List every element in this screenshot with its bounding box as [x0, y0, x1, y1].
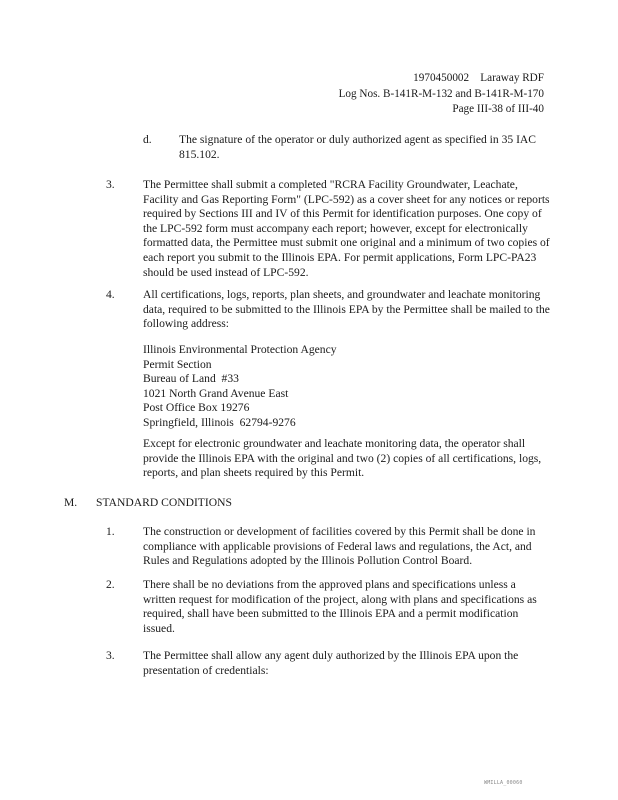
m-item-3-text: The Permittee shall allow any agent duly authorized by the Illinois EPA upon the presentation of credentials: [143, 649, 519, 677]
item-d-text-block [179, 133, 551, 162]
address-line-bureau: Bureau of Land #33 [143, 372, 239, 386]
m-item-2-label: 2. [106, 578, 115, 591]
log-numbers-line: Log Nos. B-141R-M-132 and B-141R-M-170 [338, 87, 544, 100]
m-item-1-text: The construction or development of facilities covered by this Permit shall be done in compliance with applicable provisions of Federal laws and regulations, the Act, and Rules and Regulations adopted by the Illinois Pollution Control Board. [143, 525, 536, 568]
m-item-1-text-block [143, 525, 551, 569]
item-4-closing-block [143, 437, 551, 481]
item-4-closing-text: Except for electronic groundwater and leachate monitoring data, the operator shall provide the Illinois EPA with the original and two (2) copies of all certifications, logs, reports, and plan sheets required by this Permit. [143, 437, 542, 480]
section-m-label: M. [64, 496, 78, 509]
item-d-label: d. [143, 133, 152, 146]
address-line-city: Springfield, Illinois 62794-9276 [143, 415, 296, 429]
bates-stamp: WMILLA_00060 [484, 780, 523, 786]
item-4-text-block [143, 288, 551, 332]
mailing-address [143, 343, 551, 431]
address-line-section: Permit Section [143, 357, 212, 371]
item-3-text: The Permittee shall submit a completed "RCRA Facility Groundwater, Leachate, Facility and Gas Reporting Form" (LPC-592) as a cover sheet for any notices or reports required by Sections III and IV of this Permit for identification purposes. One copy of the LPC-592 form must accompany each report; however, except for electronically formatted data, the Permittee must submit one original and a minimum of two copies of each report you submit to the Illinois EPA. For permit applications, Form LPC-PA23 should be used instead of LPC-592. [143, 178, 550, 279]
m-item-3-label: 3. [106, 649, 115, 662]
address-line-street: 1021 North Grand Avenue East [143, 386, 289, 400]
m-item-1-label: 1. [106, 525, 115, 538]
item-4-label: 4. [106, 288, 115, 301]
address-line-agency: Illinois Environmental Protection Agency [143, 343, 337, 356]
m-item-2-text: There shall be no deviations from the approved plans and specifications unless a written request for modification of the project, along with plans and specifications as required, shall have been submitted to the Illinois EPA and a permit modification issued. [143, 578, 537, 635]
item-d-text: The signature of the operator or duly authorized agent as specified in 35 IAC 815.102. [179, 133, 537, 161]
section-m-title: STANDARD CONDITIONS [96, 496, 232, 509]
m-item-3-text-block [143, 649, 551, 678]
item-3-text-block [143, 178, 551, 280]
m-item-2-text-block [143, 578, 551, 636]
address-line-po-box: Post Office Box 19276 [143, 401, 250, 415]
facility-id-line: 1970450002 Laraway RDF [413, 72, 544, 84]
page-number-line: Page III-38 of III-40 [452, 103, 544, 115]
item-3-label: 3. [106, 178, 115, 191]
item-4-text: All certifications, logs, reports, plan sheets, and groundwater and leachate monitoring data, required to be submitted to the Illinois EPA by the Permittee shall be mailed to the following address: [143, 288, 550, 331]
page-header [339, 71, 544, 118]
